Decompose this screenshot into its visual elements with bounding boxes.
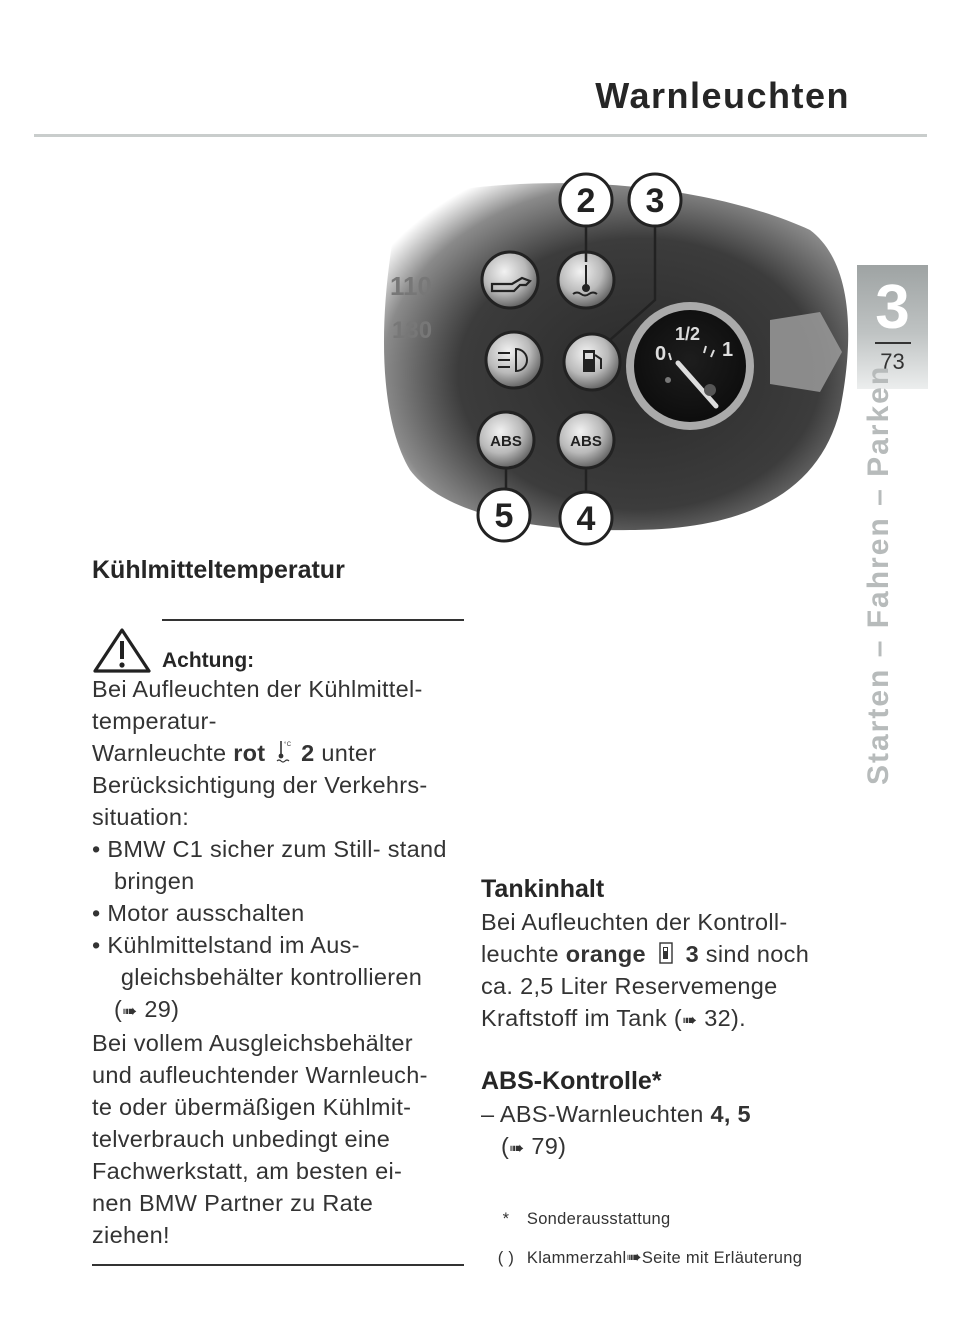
closing-line: telverbrauch unbedingt eine	[92, 1126, 391, 1152]
chapter-side-label: Starten – Fahren – Parken	[862, 364, 895, 785]
reference-page: 29)	[144, 996, 180, 1022]
text-fragment: Warnleuchte	[92, 740, 227, 766]
warning-label: Achtung:	[162, 649, 255, 672]
warning-triangle-icon	[92, 627, 152, 673]
action-list	[92, 833, 464, 993]
svg-text:4: 4	[576, 500, 596, 538]
footnote-text: Sonderausstattung	[526, 1210, 671, 1228]
closing-line: te oder übermäßigen Kühlmit-	[92, 1094, 412, 1120]
page-reference: (➠ 29)	[114, 996, 180, 1022]
color-word-red: rot	[233, 740, 266, 766]
title-divider	[34, 134, 927, 137]
coolant-line: temperatur-	[92, 708, 217, 734]
gauge-label-half: 1/2	[675, 324, 701, 344]
abs-line	[481, 1098, 856, 1130]
svg-text:°C: °C	[284, 742, 292, 748]
coolant-heading: Kühlmitteltemperatur	[92, 556, 345, 584]
action-item: • Kühlmittelstand im Aus- gleichsbehälter kontrollieren	[92, 932, 423, 990]
callout-ref: 4, 5	[710, 1101, 751, 1127]
footnotes	[490, 1200, 870, 1277]
coolant-body	[92, 673, 464, 1251]
text-fragment: unter	[321, 740, 377, 766]
warning-block	[92, 627, 464, 1251]
warning-rule	[162, 619, 464, 621]
closing-line: nen BMW Partner zu Rate	[92, 1190, 374, 1216]
footnote-mark: ( )	[497, 1249, 515, 1267]
action-item: • Motor ausschalten	[92, 900, 305, 926]
abs-line	[481, 1130, 856, 1164]
text-fragment: 79)	[524, 1133, 567, 1159]
callout-3	[629, 174, 681, 226]
fuel-line: ca. 2,5 Liter Reservemenge	[481, 973, 778, 999]
page-title: Warnleuchten	[595, 75, 850, 116]
warning-end-rule	[92, 1264, 464, 1266]
callout-2	[560, 174, 612, 226]
fuel-line	[481, 1002, 856, 1036]
coolant-line: Berücksichtigung der Verkehrs-	[92, 772, 428, 798]
coolant-line: Bei Aufleuchten der Kühlmittel-	[92, 676, 423, 702]
headlight-lamp	[486, 332, 542, 388]
fuel-abs-section	[481, 872, 856, 1164]
action-item: • BMW C1 sicher zum Still- stand bringen	[92, 836, 447, 894]
callout-4	[560, 492, 612, 544]
abs-heading: ABS-Kontrolle*	[481, 1067, 662, 1095]
fuel-line: Bei Aufleuchten der Kontroll-	[481, 909, 788, 935]
chapter-divider	[875, 342, 911, 344]
reference-arrow-icon: ➠	[122, 1001, 138, 1021]
speedo-130: 130	[392, 317, 433, 344]
gauge-label-full: 1	[722, 339, 734, 361]
closing-line: Bei vollem Ausgleichsbehälter	[92, 1030, 413, 1056]
footnote-text: Klammerzahl	[526, 1249, 627, 1267]
dashboard-warning-lights-figure	[370, 170, 856, 545]
fuel-body	[481, 906, 856, 1036]
text-fragment: 32).	[697, 1005, 746, 1031]
reference-arrow-icon: ➠	[509, 1138, 525, 1158]
page-number: 73	[880, 349, 905, 374]
svg-text:5: 5	[494, 497, 514, 535]
abs-label-5: ABS	[490, 433, 522, 450]
text-fragment: leuchte	[481, 941, 559, 967]
gauge-label-empty: 0	[655, 343, 667, 365]
callout-ref: 3	[685, 941, 699, 967]
coolant-section	[92, 556, 464, 1251]
reference-arrow-icon: ➠	[626, 1247, 642, 1267]
svg-text:3: 3	[645, 182, 665, 220]
footnote-reference	[490, 1238, 870, 1277]
reference-arrow-icon: ➠	[682, 1010, 698, 1030]
text-fragment: Kraftstoff im Tank (	[481, 1005, 683, 1031]
thermometer-icon	[276, 739, 290, 763]
closing-line: Fachwerkstatt, am besten ei-	[92, 1158, 403, 1184]
closing-line: und aufleuchtender Warnleuch-	[92, 1062, 428, 1088]
coolant-line: situation:	[92, 804, 190, 830]
coolant-line	[92, 737, 464, 769]
text-fragment: sind noch	[705, 941, 810, 967]
footnote-text: Seite mit Erläuterung	[641, 1249, 803, 1267]
svg-text:2: 2	[576, 182, 596, 220]
footnote-optional	[490, 1200, 870, 1238]
callout-5	[478, 489, 530, 541]
abs-label-4: ABS	[570, 433, 602, 450]
callout-ref: 2	[301, 740, 315, 766]
speedo-110: 110	[390, 271, 432, 301]
fuel-line	[481, 938, 856, 970]
text-fragment: (	[501, 1133, 510, 1159]
chapter-number: 3	[875, 273, 910, 342]
text-fragment: – ABS-Warnleuchten	[481, 1101, 704, 1127]
color-word-orange: orange	[565, 941, 646, 967]
fuel-heading: Tankinhalt	[481, 875, 605, 903]
footnote-mark: *	[502, 1210, 510, 1228]
abs-body	[481, 1098, 856, 1164]
closing-line: ziehen!	[92, 1222, 170, 1248]
fuel-pump-mini-icon	[659, 942, 673, 964]
